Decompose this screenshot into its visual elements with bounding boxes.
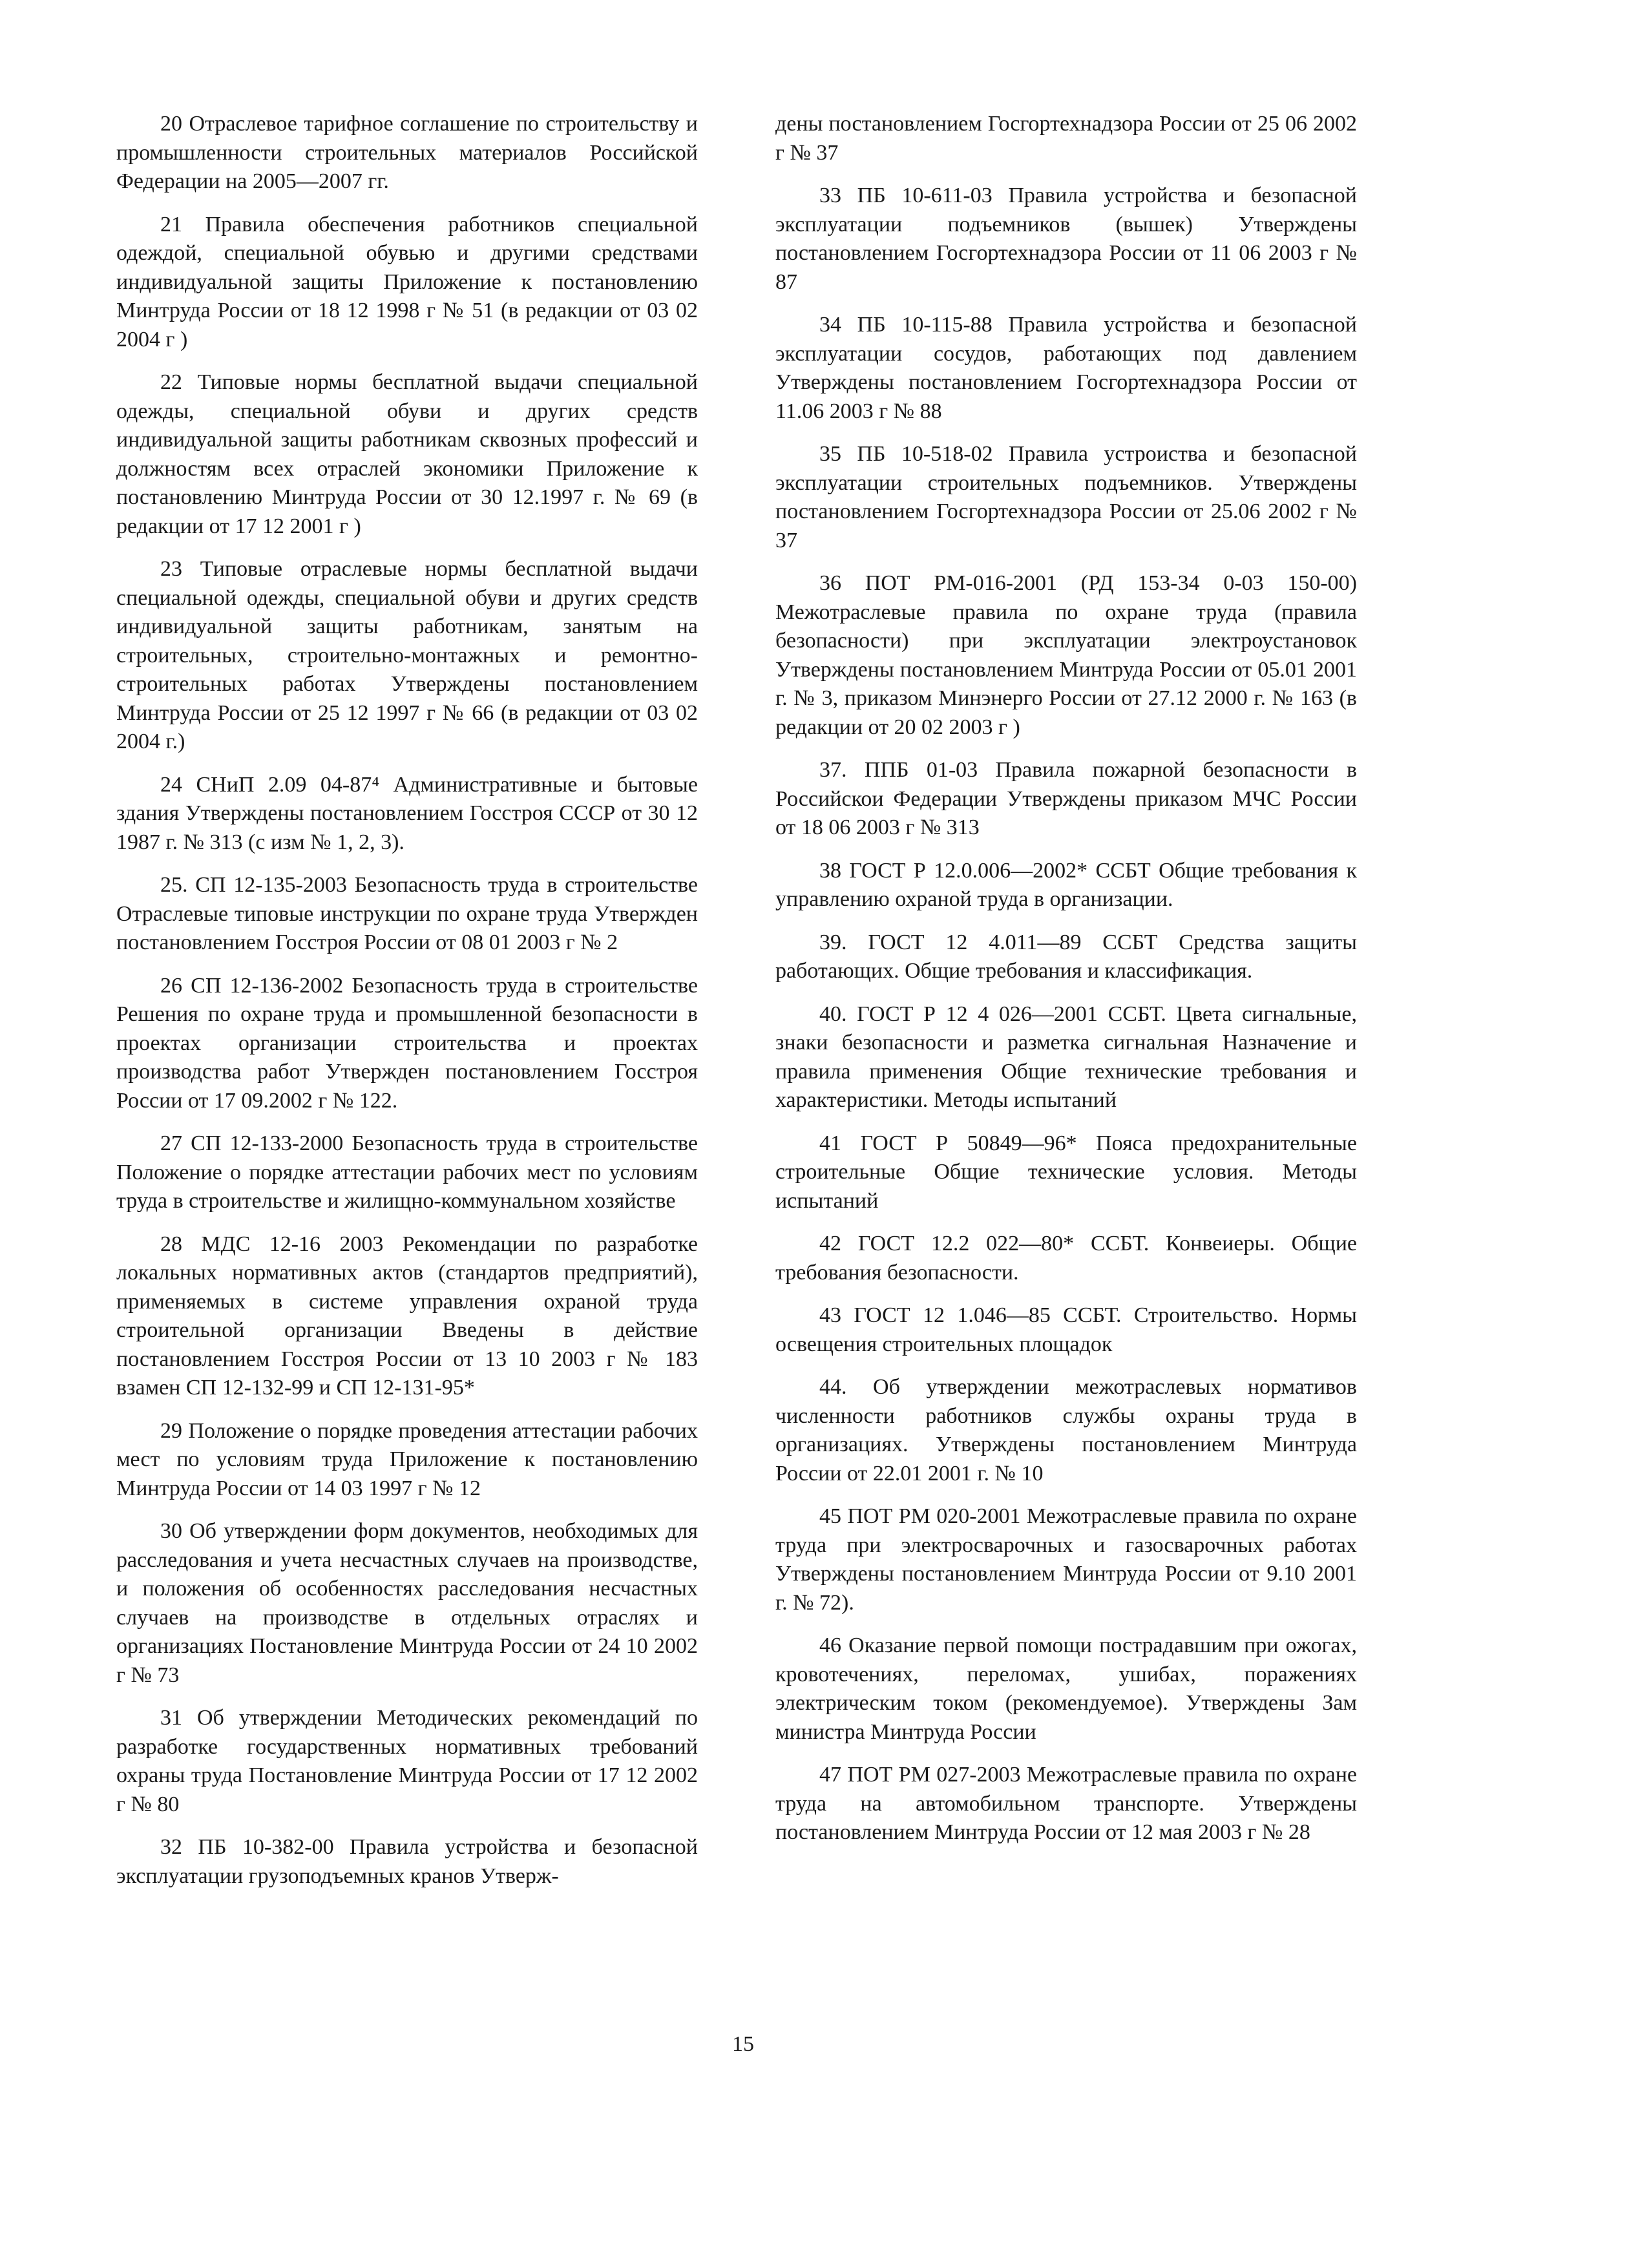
- reference-entry-34: 34 ПБ 10-115-88 Правила устройства и безопасной эксплуатации сосудов, работающих под давлением Утверждены постановлением Госгортехнадзора России от 11.06 2003 г № 88: [775, 313, 1357, 423]
- reference-entry-39: 39. ГОСТ 12 4.011—89 ССБТ Средства защиты работающих. Общие требования и классификация.: [775, 930, 1357, 983]
- reference-entry-37: 37. ППБ 01-03 Правила пожарной безопасности в Российскои Федерации Утверждены приказом МЧС России от 18 06 2003 г № 313: [775, 758, 1357, 839]
- reference-entry-27: 27 СП 12-133-2000 Безопасность труда в строительстве Положение о порядке аттестации рабочих мест по условиям труда в строительстве и жилищно-коммунальном хозяйстве: [116, 1131, 698, 1213]
- reference-entry-42: 42 ГОСТ 12.2 022—80* ССБТ. Конвеиеры. Общие требования безопасности.: [775, 1232, 1357, 1285]
- reference-entry-29: 29 Положение о порядке проведения аттестации рабочих мест по условиям труда Приложение к постановлению Минтруда России от 14 03 1997 г № 12: [116, 1418, 698, 1500]
- reference-entry-40: 40. ГОСТ Р 12 4 026—2001 ССБТ. Цвета сигнальные, знаки безопасности и разметка сигнальная Назначение и правила применения Общие технические требования и характеристики. Методы испытаний: [775, 1002, 1357, 1112]
- reference-entry-25: 25. СП 12-135-2003 Безопасность труда в строительстве Отраслевые типовые инструкции по охране труда Утвержден постановлением Госстроя России от 08 01 2003 г № 2: [116, 873, 698, 954]
- right-column: [775, 110, 1357, 1862]
- reference-entry-26: 26 СП 12-136-2002 Безопасность труда в строительстве Решения по охране труда и промышленной безопасности в проектах организации строительства и проектах производства работ Утвержден постановлением Госстроя России от 17 09.2002 г № 122.: [116, 973, 698, 1113]
- reference-entry-20: 20 Отраслевое тарифное соглашение по строительству и промышленности строительных материалов Российской Федерации на 2005—2007 гг.: [116, 112, 698, 193]
- reference-entry-31: 31 Об утверждении Методических рекомендаций по разработке государственных нормативных требований охраны труда Постановление Минтруда России от 17 12 2002 г № 80: [116, 1706, 698, 1816]
- reference-entry-21: 21 Правила обеспечения работников специальной одеждой, специальной обувью и другими средствами индивидуальной защиты Приложение к постановлению Минтруда России от 18 12 1998 г № 51 (в редакции от 03 02 2004 г ): [116, 212, 698, 352]
- reference-entry-43: 43 ГОСТ 12 1.046—85 ССБТ. Строительство. Нормы освещения строительных площадок: [775, 1303, 1357, 1356]
- reference-entry-32: 32 ПБ 10-382-00 Правила устройства и безопасной эксплуатации грузоподъемных кранов Утверж-: [116, 1835, 698, 1888]
- reference-entry-30: 30 Об утверждении форм документов, необходимых для расследования и учета несчастных случаев на производстве, и положения об особенностях расследования несчастных случаев на производстве в отдельных отраслях и организациях Постановление Минтруда России от 24 10 2002 г № 73: [116, 1519, 698, 1687]
- left-column: [116, 110, 698, 1905]
- reference-entry-35: 35 ПБ 10-518-02 Правила устроиства и безопасной эксплуатации строительных подъемников. Утверждены постановлением Госгортехнадзора России от 25.06 2002 г № 37: [775, 442, 1357, 552]
- reference-entry-23: 23 Типовые отраслевые нормы бесплатной выдачи специальной одежды, специальной обуви и других средств индивидуальной защиты работникам, занятым на строительных, строительно-монтажных и ремонтно-строительных работах Утверждены постановлением Минтруда России от 25 12 1997 г № 66 (в редакции от 03 02 2004 г.): [116, 557, 698, 753]
- reference-entry-32-continuation: дены постановлением Госгортехнадзора России от 25 06 2002 г № 37: [775, 112, 1357, 165]
- reference-entry-22: 22 Типовые нормы бесплатной выдачи специальной одежды, специальной обуви и других средств индивидуальной защиты работникам сквозных профессий и должностям всех отраслей экономики Приложение к постановлению Минтруда России от 30 12.1997 г. № 69 (в редакции от 17 12 2001 г ): [116, 370, 698, 538]
- page-number: 15: [732, 2032, 754, 2056]
- reference-entry-36: 36 ПОТ РМ-016-2001 (РД 153-34 0-03 150-00) Межотраслевые правила по охране труда (правила безопасности) при эксплуатации электроустановок Утверждены постановлением Минтруда России от 05.01 2001 г. № 3, приказом Минэнерго России от 27.12 2000 г. № 163 (в редакции от 20 02 2003 г ): [775, 571, 1357, 739]
- reference-entry-28: 28 МДС 12-16 2003 Рекомендации по разработке локальных нормативных актов (стандартов предприятий), применяемых в системе управления охраной труда строительной организации Введены в действие постановлением Госстроя России от 13 10 2003 г № 183 взамен СП 12-132-99 и СП 12-131-95*: [116, 1232, 698, 1400]
- reference-entry-41: 41 ГОСТ Р 50849—96* Пояса предохранительные строительные Общие технические условия. Методы испытаний: [775, 1131, 1357, 1213]
- reference-entry-45: 45 ПОТ РМ 020-2001 Межотраслевые правила по охране труда при электросварочных и газосварочных работах Утверждены постановлением Минтруда России от 9.10 2001 г. № 72).: [775, 1504, 1357, 1615]
- reference-entry-33: 33 ПБ 10-611-03 Правила устройства и безопасной эксплуатации подъемников (вышек) Утверждены постановлением Госгортехнадзора России от 11 06 2003 г № 87: [775, 184, 1357, 294]
- reference-entry-46: 46 Оказание первой помощи пострадавшим при ожогах, кровотечениях, переломах, ушибах, поражениях электрическим током (рекомендуемое). Утверждены Зам министра Минтруда России: [775, 1633, 1357, 1744]
- reference-entry-38: 38 ГОСТ Р 12.0.006—2002* ССБТ Общие требования к управлению охраной труда в организации.: [775, 858, 1357, 911]
- reference-entry-24: 24 СНиП 2.09 04-87⁴ Административные и бытовые здания Утверждены постановлением Госстроя СССР от 30 12 1987 г. № 313 (с изм № 1, 2, 3).: [116, 772, 698, 854]
- reference-entry-47: 47 ПОТ РМ 027-2003 Межотраслевые правила по охране труда на автомобильном транспорте. Утверждены постановлением Минтруда России от 12 мая 2003 г № 28: [775, 1763, 1357, 1844]
- reference-entry-44: 44. Об утверждении межотраслевых нормативов численности работников службы охраны труда в организациях. Утверждены постановлением Минтруда России от 22.01 2001 г. № 10: [775, 1375, 1357, 1486]
